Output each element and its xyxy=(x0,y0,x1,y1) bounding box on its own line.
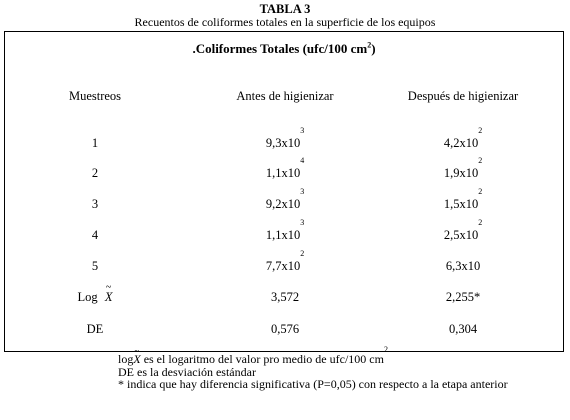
footnote-significance: * indica que hay diferencia significativa (P=0,05) con respecto a la etapa anterior xyxy=(118,377,508,391)
log-mean-label xyxy=(55,289,135,305)
footnote-log-prefix: log xyxy=(118,352,134,366)
antes-value xyxy=(210,249,360,274)
x-bar-symbol: ~ X xyxy=(133,353,140,366)
data-table xyxy=(4,31,564,352)
table-row xyxy=(5,187,563,212)
despues-value xyxy=(388,187,538,212)
antes-value xyxy=(210,156,360,181)
value-base: 7,7x10 xyxy=(265,259,301,273)
despues-log-value: 2,255* xyxy=(445,290,481,304)
header-suffix: ) xyxy=(371,41,376,56)
sample-number: 1 xyxy=(91,136,99,150)
de-row xyxy=(5,321,563,337)
antes-value xyxy=(210,187,360,212)
sample-number: 4 xyxy=(91,228,99,242)
table-row xyxy=(5,249,563,274)
value-exponent: 3 xyxy=(300,126,305,135)
sample-number: 2 xyxy=(91,166,99,180)
table-title: TABLA 3 xyxy=(259,2,311,16)
value-exponent: 3 xyxy=(300,187,305,196)
despues-de-value: 0,304 xyxy=(448,322,478,336)
value-base: 2,5x10 xyxy=(443,228,479,242)
table-row xyxy=(5,156,563,181)
antes-de-value: 0,576 xyxy=(270,322,300,336)
value-base: 1,9x10 xyxy=(443,166,479,180)
de-label: DE xyxy=(86,322,104,336)
table-row xyxy=(5,126,563,151)
despues-value xyxy=(388,156,538,181)
header-prefix: . xyxy=(192,41,196,56)
column-headers xyxy=(5,88,563,104)
despues-value xyxy=(388,218,538,243)
despues-value xyxy=(388,258,538,274)
value-base: 9,2x10 xyxy=(265,197,301,211)
col-header-antes: Antes de higienizar xyxy=(236,89,334,103)
value-base: 4,2x10 xyxy=(443,136,479,150)
value-base: 9,3x10 xyxy=(265,136,301,150)
value-exponent: 2 xyxy=(478,156,483,165)
sample-number: 3 xyxy=(91,197,99,211)
value-base: 1,1x10 xyxy=(265,228,301,242)
antes-log-value: 3,572 xyxy=(270,290,300,304)
table-row xyxy=(5,218,563,243)
footnote-log xyxy=(118,345,558,366)
value-exponent: 2 xyxy=(478,126,483,135)
value-exponent: 4 xyxy=(300,156,305,165)
col-header-despues: Después de higienizar xyxy=(407,89,519,103)
antes-value xyxy=(210,218,360,243)
col-header-muestreos: Muestreos xyxy=(68,89,122,103)
footnotes xyxy=(118,345,558,391)
value-base: 1,1x10 xyxy=(265,166,301,180)
value-base: 1,5x10 xyxy=(443,197,479,211)
table-subtitle: Recuentos de coliformes totales en la superficie de los equipos xyxy=(134,15,436,29)
antes-value xyxy=(210,126,360,151)
footnote-de: DE es la desviación estándar xyxy=(118,364,256,379)
footnote-log-sup: 2 xyxy=(383,345,388,354)
value-exponent: 2 xyxy=(478,218,483,227)
header-unit-sup: 2 xyxy=(367,40,372,50)
value-exponent: 3 xyxy=(300,218,305,227)
value-base: 6,3x10 xyxy=(445,259,481,273)
header-label: Coliformes Totales (ufc/100 cm xyxy=(195,41,368,56)
table-header xyxy=(5,41,563,57)
value-exponent: 2 xyxy=(478,187,483,196)
log-label-text: Log xyxy=(77,290,98,304)
footnote-log-text: es el logaritmo del valor pro medio de ufc/100 cm xyxy=(140,352,384,366)
despues-value xyxy=(388,126,538,151)
x-bar-symbol: ~ X xyxy=(105,289,113,305)
value-exponent: 2 xyxy=(300,249,305,258)
log-mean-row xyxy=(5,289,563,305)
sample-number: 5 xyxy=(91,259,99,273)
